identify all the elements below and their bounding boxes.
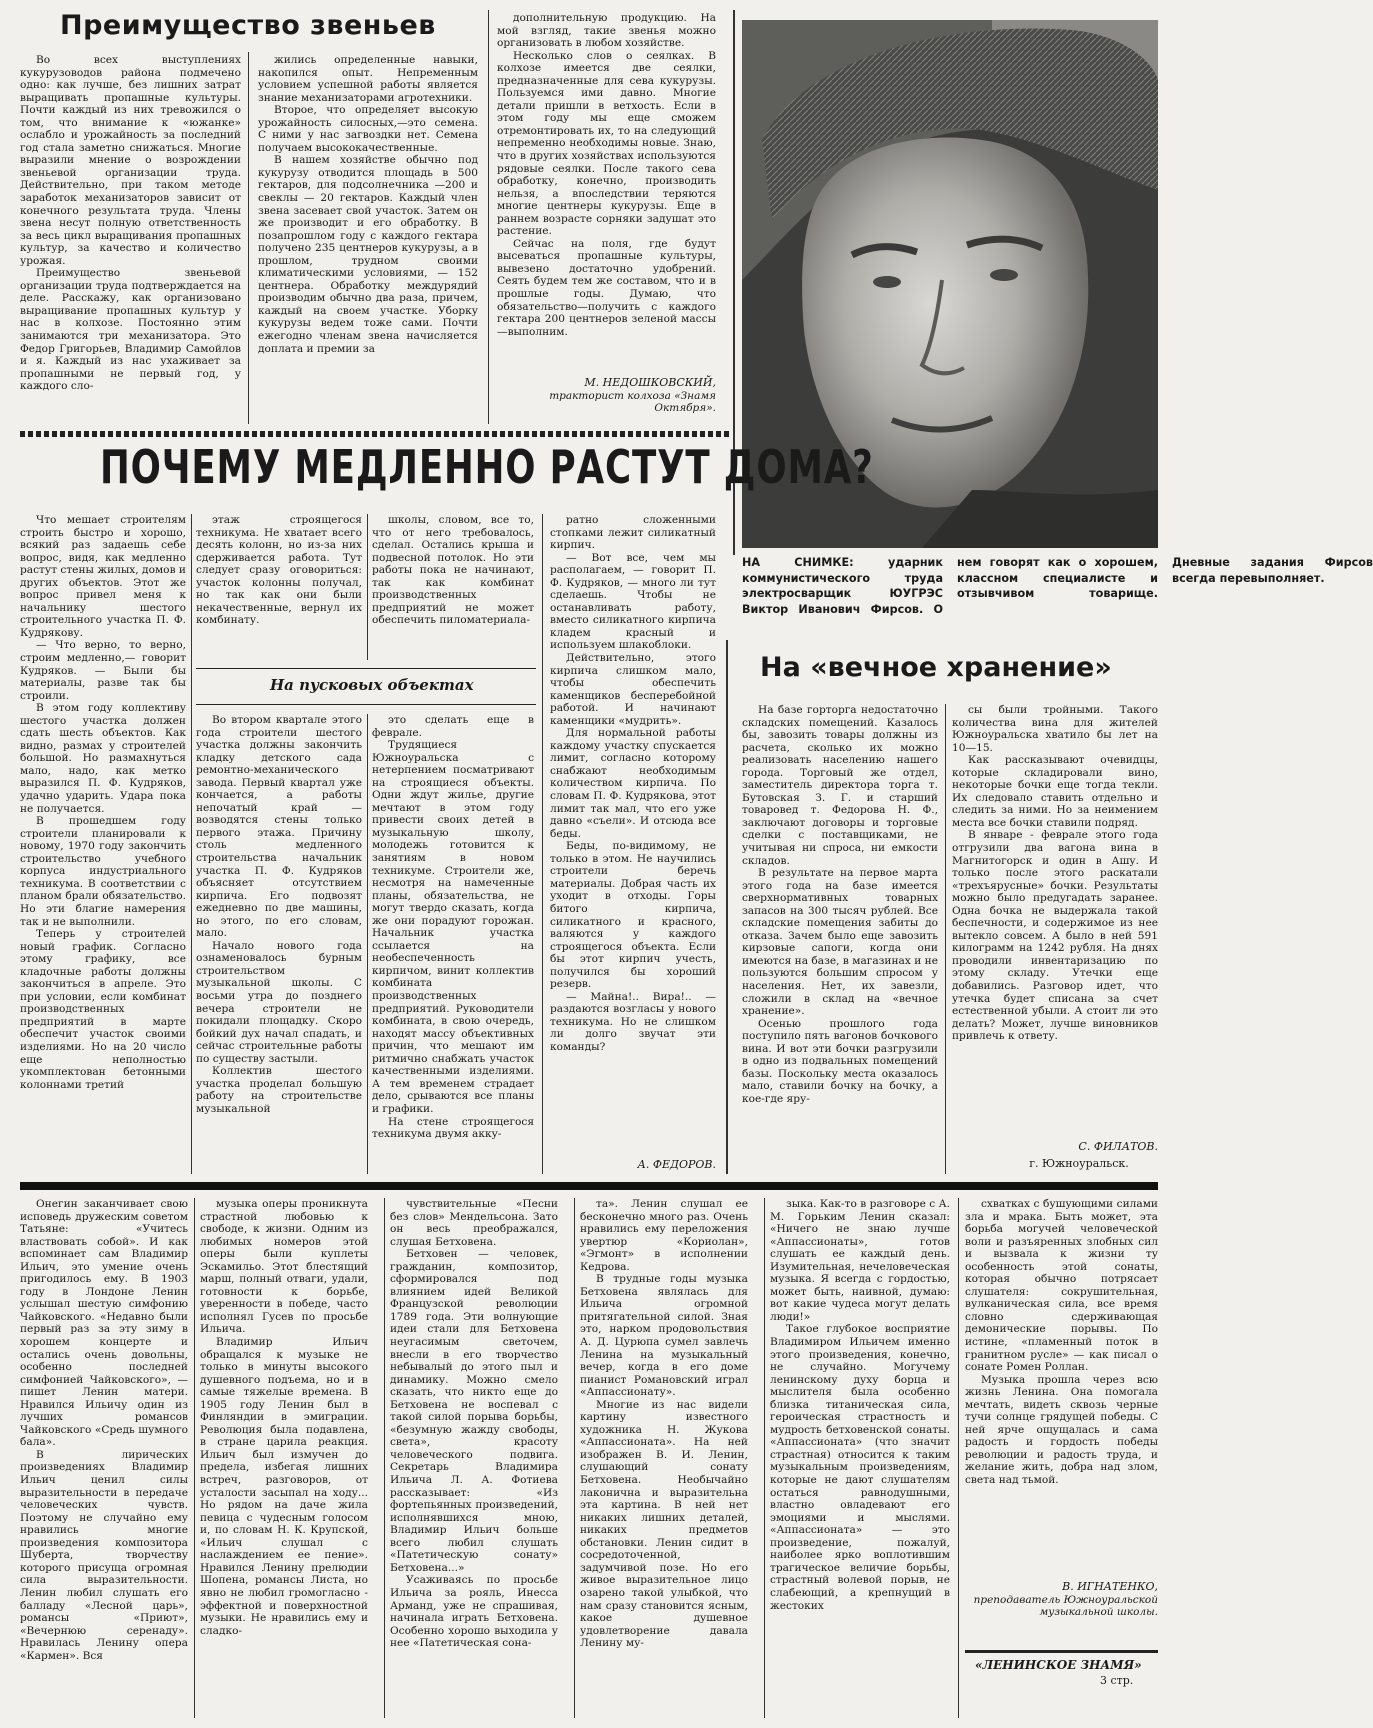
paragraph: та». Ленин слушал ее бесконечно много раз. Очень нравились ему переложения увертюр «Кориолан», «Эгмонт» в исполнении Кедрова. (580, 1198, 748, 1273)
article3-col1 (742, 704, 938, 1174)
footer-rule (965, 1650, 1158, 1653)
paragraph: Несколько слов о сеялках. В колхозе имеется две сеялки, предназначенные для сева кукурузы. Пользуемся ими давно. Многие детали пришли в ветхость. Если в этом году мы еще сможем отремонтировать их, то на следующий непременно необходимы новые. Знаю, что в других хозяйствах используются рядовые сеялки. После такого сева обработку, конечно, производить нельзя, а впоследствии теряются многие центнеры кукурузы. Еще в раннем возрасте сорняки задушат это растение. (497, 49, 716, 238)
column-divider (542, 514, 543, 1174)
paragraph: ратно сложенными стопками лежит силикатный кирпич. (550, 514, 716, 552)
paragraph: В прошедшем году строители планировали к новому, 1970 году закончить строительство учебного корпуса индустриального техникума. В соответствии с планом брали обязательство. Но эти благие намерения так и не выполнили. (20, 815, 186, 928)
paragraph: дополнительную продукцию. На мой взгляд, такие звенья можно организовать в любом хозяйстве. (497, 12, 716, 50)
section-divider (20, 1182, 1158, 1190)
paragraph: Владимир Ильич обращался к музыке не только в минуты высокого душевного подъема, но и в самые тяжелые времена. В 1905 году Ленин был в Финляндии в эмиграции. Революция была подавлена, в стране царила реакция. Ильич был измучен до предела, избегая лишних встреч, разговоров, от усталости засыпал на ходу... Но рядом на даче жила певица с чудесным голосом и, по словам Н. К. Крупской, «Ильич слушал с наслаждением ее пение». Нравился Ленину прелюдии Шопена, романсы Листа, но явно не любил громогласно - эффектной и поверхностной музыки. Не нравились ему и сладко- (200, 1336, 368, 1637)
article2-sub-col2 (372, 714, 534, 1174)
article3-title: На «вечное хранение» (760, 652, 1112, 683)
paragraph: Осенью прошлого года поступило пять вагонов бочкового вина. И вот эти бочки разгрузили в одно из подвальных помещений базы. Поскольку места оказалось мало, ставили бочку на бочку, а кое-где яру- (742, 1017, 938, 1105)
paragraph: жились определенные навыки, накопился опыт. Непременным условием успешной работы является знание механизаторами агротехники. (258, 54, 478, 104)
article4-col3 (390, 1198, 558, 1718)
article2-col2 (196, 514, 362, 660)
article2-col1 (20, 514, 186, 1174)
column-divider (248, 52, 249, 424)
paragraph: схватках с бушующими силами зла и мрака. Быть может, эта борьба могучей человеческой воли и разъяренных злобных сил и вызвала к жизни ту особенность этой сонаты, которая обычно потрясает слушателя: сокрушительная, вулканическая сила, все время словно сдерживающая демонические порывы. По истине, «пламенный поток в гранитном русле» — как писал о сонате Ромен Роллан. (965, 1198, 1158, 1374)
paragraph: В этом году коллективу шестого участка должен сдать шесть объектов. Как видно, размах у строителей большой. Но размахнуться мало, надо, как метко выразился П. Ф. Кудряков, удачно ударить. Удара пока не получается. (20, 702, 186, 815)
paragraph: Музыка прошла через всю жизнь Ленина. Она помогала мечтать, видеть сквозь черные тучи солнце грядущей победы. С ней ярче ощущалась и сама радость и гордость победы революции и радость труда, и желание жить, добра над злом, света над тьмой. (965, 1373, 1158, 1487)
column-divider (191, 514, 192, 1174)
paragraph: сы были тройными. Такого количества вина для жителей Южноуральска хватило бы лет на 10—15. (952, 704, 1158, 754)
paragraph: Начало нового года ознаменовалось бурным строительством музыкальной школы. С восьми утра до позднего вечера строители не покидали площадку. Скоро бойкий дух начал спадать, и сейчас строительные работы по существу застыли. (196, 939, 362, 1065)
paragraph: Бетховен — человек, гражданин, композитор, сформировался под влиянием идей Великой Французской революции 1789 года. Эти волнующие идеи стали для Бетховена неугасимым светочем, внесли в его творчество небывалый до этого пыл и динамику. Можно смело сказать, что никто еще до Бетховена не воспевал с такой силой порыва борьбы, «безумную жажду свободы, света», красоту человеческого подвига. Секретарь Владимира Ильича Л. А. Фотиева рассказывает: «Из фортепьянных произведений, исполнявшихся мною, Владимир Ильич больше всего любил слушать «Патетическую сонату» Бетховена...» (390, 1248, 558, 1574)
photo-caption (742, 555, 1373, 625)
column-divider (945, 704, 946, 1174)
paragraph: Усаживаясь по просьбе Ильича за рояль, Инесса Арманд, уже не спрашивая, начинала играть Бетховена. Особенно хорошо выходила у нее «Патетическая сона- (390, 1574, 558, 1650)
article2-col4 (550, 514, 716, 1154)
article4-author-role: преподаватель Южноуральской музыкальной школы. (973, 1594, 1158, 1618)
column-divider (384, 1198, 385, 1718)
article3-col2 (952, 704, 1158, 1138)
paragraph: На базе горторга недостаточно складских помещений. Казалось бы, завозить товары должны из расчета, сколько их можно реализовать населению нашего города. Торговый же отдел, заместитель директора торга т. Бутовская З. Г. и старший товаровед т. Федорова Н. Ф., заключают договоры и торговые сделки с поставщиками, не учитывая ни спроса, ни емкости складов. (742, 704, 938, 867)
article2-col3 (372, 514, 534, 660)
article2-sub-col1 (196, 714, 362, 1174)
paragraph: Действительно, этого кирпича слишком мало, чтобы обеспечить каменщиков бесперебойной работой. И начинают каменщики «мудрить». (550, 652, 716, 727)
paragraph: В нашем хозяйстве обычно под кукурузу отводится площадь в 500 гектаров, для подсолнечника —200 и свеклы — 20 гектаров. Каждый член звена засевает свой участок. Затем он же производит и его обработку. В позапрошлом году с каждого гектара получено 235 центнеров кукурузы, а в прошлом, трудном своими климатическими условиями, — 152 центнера. Обработку междурядий производим обычно два раза, причем, каждый на своем участке. Уборку кукурузы ведем тоже сами. Почти ежегодно членам звена начисляется доплата и премии за (258, 154, 478, 355)
article1-col3 (497, 12, 716, 375)
paragraph: Беды, по-видимому, не только в этом. Не научились строители беречь материалы. Добрая часть их уходит в отходы. Горы битого кирпича, силикатного и красного, валяются у каждого строящегося объекта. Если бы этот кирпич учесть, получился бы хороший резерв. (550, 840, 716, 991)
paragraph: Второе, что определяет высокую урожайность силосных,—это семена. С ними у нас загвоздки нет. Семена получаем высококачественные. (258, 104, 478, 154)
article4-col6 (965, 1198, 1158, 1578)
paragraph: В лирических произведениях Владимир Ильич ценил силы выразительности в передаче человеческих чувств. Поэтому не случайно ему нравились многие произведения композитора Шуберта, творчеству которого присуща огромная сила выразительности. Ленин любил слушать его балладу «Лесной царь», романсы «Приют», «Вечернюю серенаду». Нравилась Ленину опера «Кармен». Вся (20, 1448, 188, 1662)
column-divider (574, 1198, 575, 1718)
paragraph: Для нормальной работы каждому участку спускается лимит, согласно которому снабжают необходимым количеством кирпича. По словам П. Ф. Кудрякова, этот лимит так мал, что его уже давно «съели». И отсюда все беды. (550, 727, 716, 840)
column-divider (764, 1198, 765, 1718)
section-divider (20, 431, 732, 437)
article1-col1 (20, 54, 241, 424)
paragraph: этаж строящегося техникума. Не хватает всего десять колонн, но из-за них сдерживается работа. Тут следует сразу оговориться: участок колонны получал, но так как они были некачественные, вернул их комбинату. (196, 514, 362, 627)
paragraph: Как рассказывают очевидцы, которые складировали вино, некоторые бочки еще тогда текли. Их следовало ставить отдельно и следить за ними. Но за неимением места все бочки ставили подряд. (952, 754, 1158, 829)
article1-title: Преимущество звеньев (60, 10, 436, 41)
paragraph: В трудные годы музыка Бетховена являлась для Ильича огромной притягательной силой. Зная это, нарком продовольствия А. Д. Цурюпа сумел завлечь Ленина на музыкальный вечер, когда в его доме пианист Романовский играл «Аппассионату». (580, 1273, 748, 1399)
article4-col2 (200, 1198, 368, 1718)
subhead-rule (196, 668, 536, 669)
page-number: 3 стр. (1100, 1674, 1134, 1687)
article4-author: В. ИГНАТЕНКО, (1062, 1580, 1158, 1593)
paragraph: Онегин заканчивает свою исповедь дружеским советом Татьяне: «Учитесь властвовать собой». И как вспоминает сам Владимир Ильич, это умение очень пригодилось ему. В 1903 году в Лондоне Ленин услышал шестую симфонию Чайковского. «Недавно были первый раз за эту зиму в хорошем концерте и остались очень довольны, особенно последней симфонией Чайковского», — пишет Ленин матери. Нравился Ильичу один из лучших романсов Чайковского «Средь шумного бала». (20, 1198, 188, 1449)
caption-text: ударник коммунистического труда электросварщик ЮУГРЭС Виктор Иванович Фирсов. О нем говорят как о хорошем, классном специалисте и отзывчивом товарище. Дневные задания Фирсов всегда перевыполняет. (742, 556, 1373, 616)
article1-author: М. НЕДОШКОВСКИЙ, (584, 376, 716, 389)
article4-col5 (770, 1198, 950, 1718)
paragraph: — Вот все, чем мы располагаем, — говорит П. Ф. Кудряков, — много ли тут сделаешь. Чтобы не останавливать работу, вместо силикатного кирпича кладем красный и используем шлакоблоки. (550, 551, 716, 652)
paragraph: Многие из нас видели картину известного художника Н. Жукова «Аппассионата». На ней изображен В. И. Ленин, слушающий сонату Бетховена. Необычайно лаконична и выразительна эта картина. В ней нет никаких лишних деталей, никаких предметов обстановки. Ленин сидит в сосредоточенной, задумчивой позе. Но его живое выразительное лицо озарено такой улыбкой, что нам сразу становится ясным, какое душевное удовлетворение давала Ленину му- (580, 1398, 748, 1650)
article4-col1 (20, 1198, 188, 1718)
paragraph: В январе - феврале этого года отгрузили два вагона вина в Магнитогорск и один в Ашу. И только после этого раскатали «трехъярусные» бочки. Результаты можно было предугадать заранее. Одна бочка не выдержала такой беспечности, и содержимое из нее вытекло совсем. А было в ней 591 килограмм на 1242 рубля. На днях проводили инвентаризацию по этому складу. Утечки еще добавились. Разговор идет, что утечка будет списана за счет естественной убыли. А стоит ли это делать? Может, лучше виновников привлечь к ответу. (952, 829, 1158, 1043)
column-divider (958, 1198, 959, 1718)
paragraph: Во втором квартале этого года строители шестого участка должны закончить кладку детского сада ремонтно-механического завода. Первый квартал уже кончается, а работы непочатый край — возводятся стены только первого этажа. Причину столь медленного строительства начальник участка П. Ф. Кудряков объясняет отсутствием кирпича. Его подвозят ежедневно по две машины, но этого, по его словам, мало. (196, 714, 362, 940)
column-divider (488, 10, 489, 424)
column-divider (726, 640, 728, 1174)
paragraph: Сейчас на поля, где будут высеваться пропашные культуры, вывезено достаточно удобрений. Сеять будем тем же составом, что и в прошлые годы. Думаю, что обязательство—получить с каждого гектара 200 центнеров зеленой массы—выполним. (497, 237, 716, 338)
paragraph: На стене строящегося техникума двумя акку- (372, 1115, 534, 1141)
paragraph: — Что верно, то верно, строим медленно,— говорит Кудряков. — Были бы материалы, разве так бы строили. (20, 639, 186, 702)
article2-subhead: На пусковых объектах (270, 676, 474, 694)
paragraph: — Майна!.. Вира!.. — раздаются возгласы у нового техникума. Но не слишком ли долго звучат эти команды? (550, 990, 716, 1053)
paragraph: Что мешает строителям строить быстро и хорошо, всякий раз задаешь себе вопрос, видя, как медленно растут стены жилых, домов и других объектов. Этот же вопрос привел меня к начальнику шестого строительного участка П. Ф. Кудрякову. (20, 514, 186, 639)
paragraph: Преимущество звеньевой организации труда подтверждается на деле. Расскажу, как организовано выращивание пропашных культур у нас в колхозе. Постоянно этим занимаются три механизатора. Это Федор Григорьев, Владимир Самойлов и я. Каждый из нас ухаживает за пропашными не первый год, у каждого сло- (20, 267, 241, 393)
paragraph: В результате на первое марта этого года на базе имеется сверхнормативных товарных запасов на 300 тысяч рублей. Все складские помещения забиты до отказа. Зачем было еще завозить кирзовые сапоги, когда они имеются на базе, в магазинах и не пользуются большим спросом у населения. Нет, их завезли, сложили в склад на «вечное хранение». (742, 867, 938, 1018)
article3-author: С. ФИЛАТОВ. (1078, 1140, 1158, 1153)
subhead-rule (196, 704, 536, 705)
paragraph: чувствительные «Песни без слов» Мендельсона. Зато он весь преображался, слушая Бетховена. (390, 1198, 558, 1248)
article2-title: ПОЧЕМУ МЕДЛЕННО РАСТУТ ДОМА? (100, 440, 874, 494)
article1-col2 (258, 54, 478, 424)
paragraph: Трудящиеся Южноуральска с нетерпением посматривают на строящиеся объекты. Одни ждут жилье, другие мечтают в этом году привести своих детей в музыкальную школу, молодежь готовится к занятиям в новом техникуме. Строители же, несмотря на намеченные планы, обязательства, не могут твердо сказать, когда же они порадуют горожан. Начальник участка ссылается на необеспеченность кирпичом, винит коллектив комбината производственных предприятий. Руководители комбината, в свою очередь, находят массу объективных причин, что мешают им ритмично снабжать участок качественными изделиями. А тем временем страдает дело, срываются все планы и графики. (372, 739, 534, 1115)
article1-author-role: тракторист колхоза «Знамя Октября». (549, 390, 716, 414)
paragraph: это сделать еще в феврале. (372, 714, 534, 739)
article4-col4 (580, 1198, 748, 1718)
article2-author: А. ФЕДОРОВ. (637, 1158, 716, 1171)
newspaper-name: «ЛЕНИНСКОЕ ЗНАМЯ» (975, 1658, 1142, 1672)
caption-lead: НА СНИМКЕ: (742, 556, 854, 569)
paragraph: зыка. Как-то в разговоре с А. М. Горьким Ленин сказал: «Ничего не знаю лучше «Аппассионаты», готов слушать ее каждый день. Изумительная, нечеловеческая музыка. Я всегда с гордостью, может быть, наивной, думаю: вот какие чудеса могут делать люди!» (770, 1198, 950, 1323)
paragraph: музыка оперы проникнута страстной любовью к свободе, к жизни. Одним из любимых номеров этой оперы были куплеты Эскамильо. Этот блестящий марш, полный отваги, удали, готовности к борьбе, уверенности в победе, часто исполнял Гусев по просьбе Ильича. (200, 1198, 368, 1336)
paragraph: Такое глубокое восприятие Владимиром Ильичем именно этого произведения, конечно, не случайно. Могучему ленинскому духу борца и мыслителя была особенно близка титаническая сила, героическая страстность и мудрость бетховенской сонаты. «Аппассионата» (что значит страстная) относится к таким музыкальным произведениям, которые не дают слушателям остаться равнодушными, властно овладевают его эмоциями и мыслями. «Аппассионата» — это произведение, пожалуй, наиболее ярко воплотившим трагическое величие борьбы, страстный волевой порыв, не слабеющий, а крепнущий в жестоких (770, 1323, 950, 1612)
paragraph: Во всех выступлениях кукурузоводов района подмечено одно: как лучше, без лишних затрат выращивать пропашные культуры. Почти каждый из них тревожился о том, что внимание к «южанке» ослабло и урожайность за последний год стала заметно снижаться. Многие выразили мнение о возрождении звеньевой организации труда. Действительно, при таком методе заработок механизаторов зависит от конечного результата труда. Члены звена несут полную ответственность за весь цикл выращивания пропашных культур, за качество и количество урожая. (20, 54, 241, 267)
paragraph: Теперь у строителей новый график. Согласно этому графику, все кладочные работы должны закончиться в апреле. Это при условии, если комбинат производственных предприятий в марте обеспечит участок своими изделиями. Но на 20 число еще неполностью укомплектован бетонными колоннами третий (20, 928, 186, 1091)
column-divider (367, 714, 368, 1174)
column-divider (194, 1198, 195, 1718)
article3-place: г. Южноуральск. (1029, 1157, 1129, 1170)
paragraph: школы, словом, все то, что от него требовалось, сделал. Остались крыша и подвесной потолок. Но эти работы пока не начинают, так как комбинат производственных предприятий не может обеспечить пиломатериала- (372, 514, 534, 627)
column-divider (367, 514, 368, 660)
paragraph: Коллектив шестого участка проделал большую работу на строительстве музыкальной (196, 1065, 362, 1115)
